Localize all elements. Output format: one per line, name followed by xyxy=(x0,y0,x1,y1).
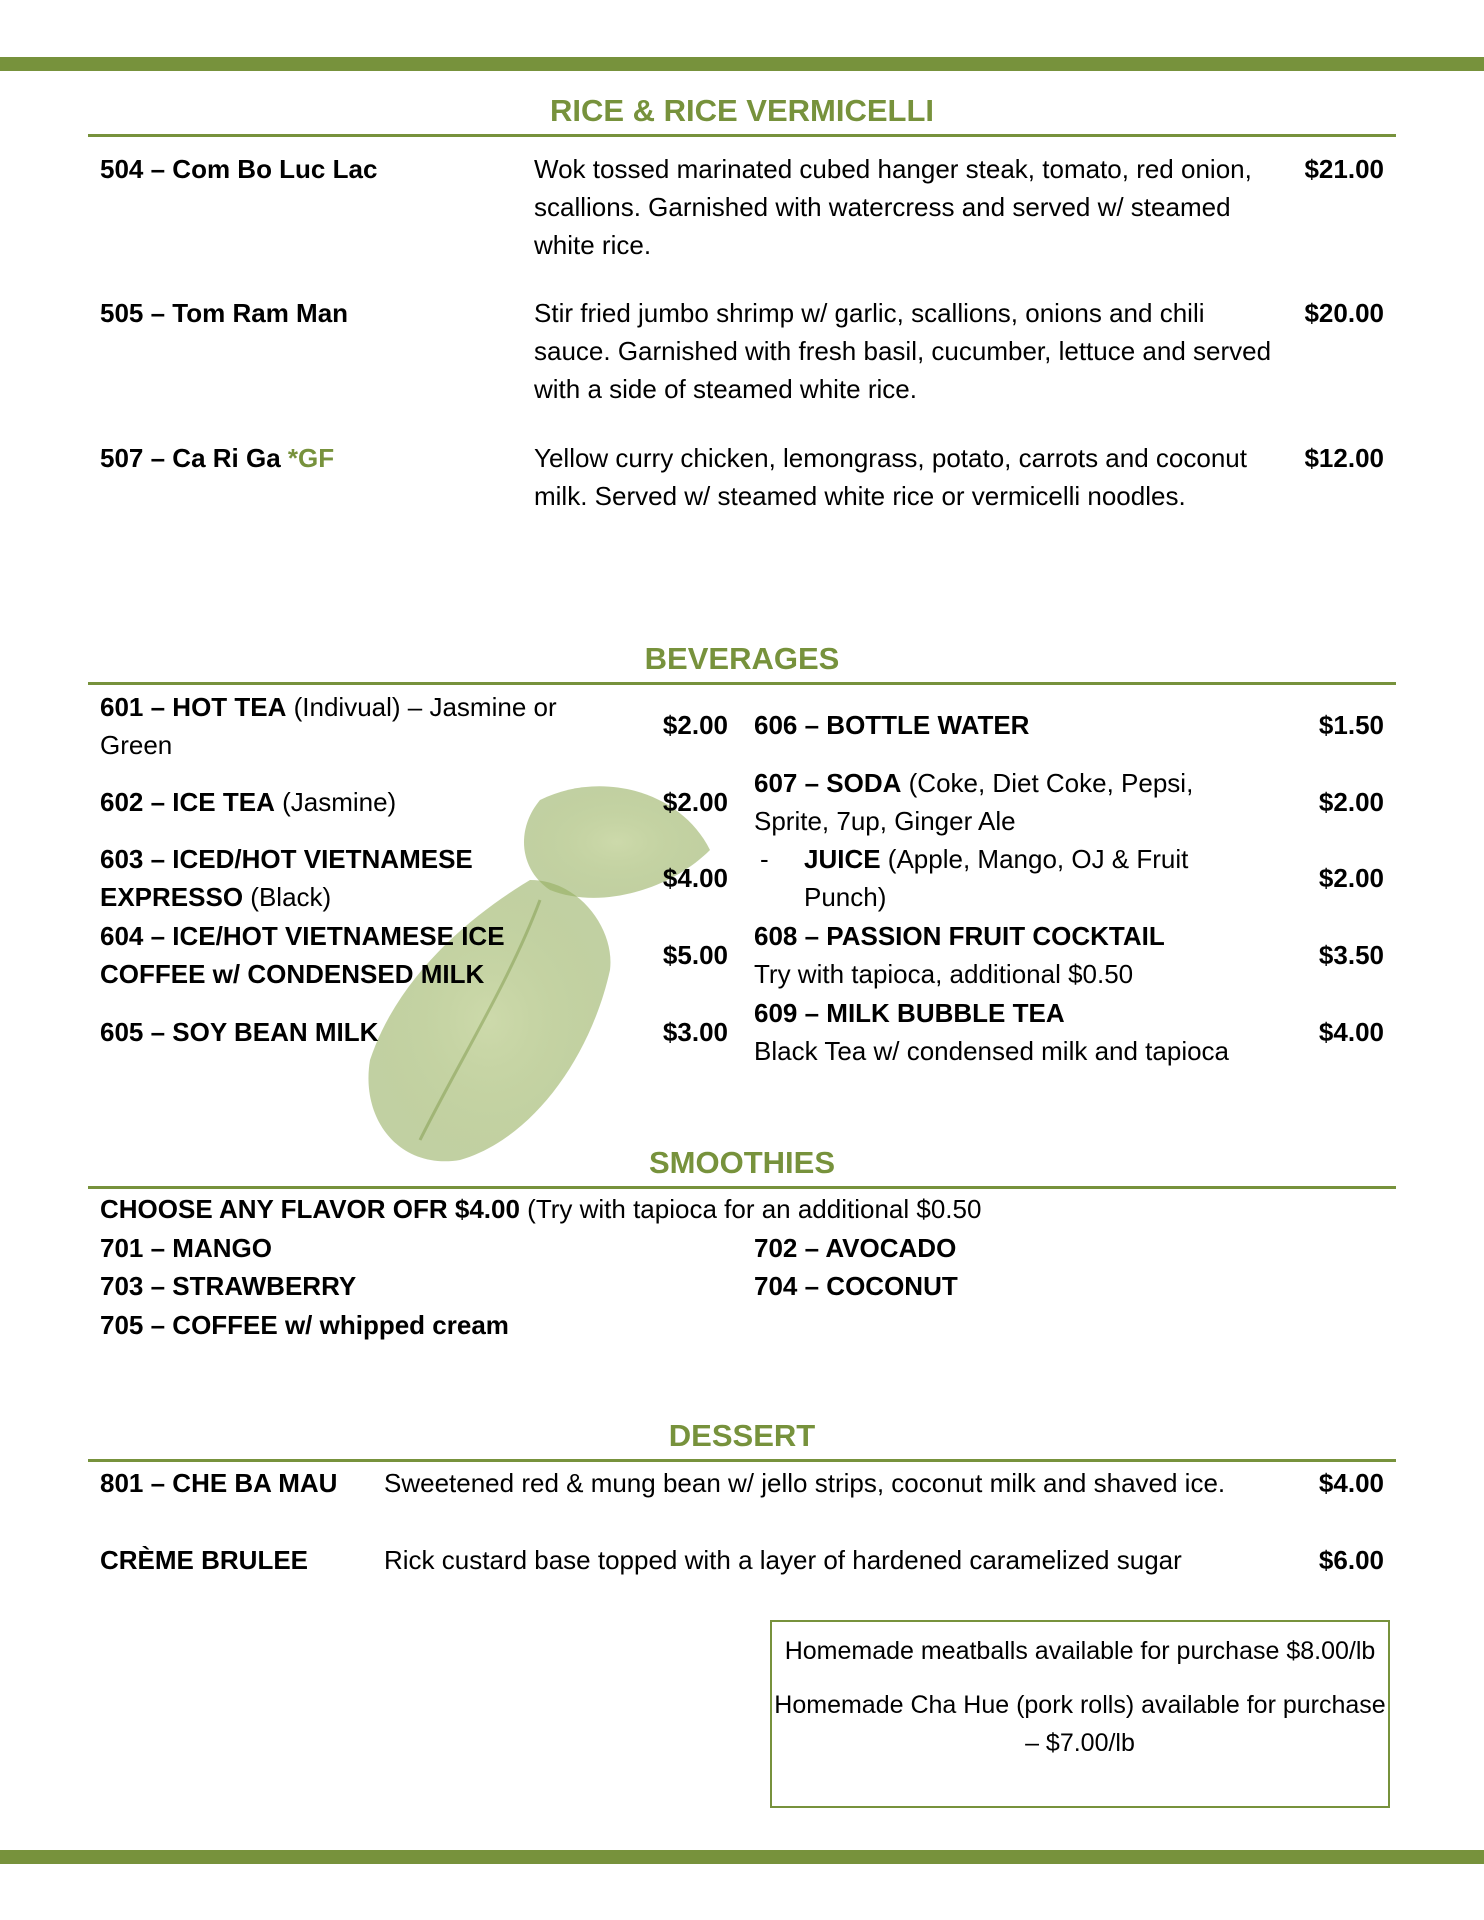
item-note: (Black) xyxy=(243,882,332,912)
item-price: $3.00 xyxy=(662,1017,728,1047)
item-price: $4.00 xyxy=(1318,1017,1384,1047)
item-price: $4.00 xyxy=(662,863,728,893)
section-rule xyxy=(88,682,1396,685)
notice-meatballs: Homemade meatballs available for purchase $8.00/lb xyxy=(784,1637,1376,1665)
item-name: 609 – MILK BUBBLE TEA xyxy=(754,998,1065,1028)
item-name: 608 – PASSION FRUIT COCKTAIL xyxy=(754,921,1165,951)
item-price: $12.00 xyxy=(1304,443,1384,473)
item-name: 601 – HOT TEA xyxy=(100,692,287,722)
section-rule xyxy=(88,134,1396,137)
item-price: $4.00 xyxy=(1318,1468,1384,1498)
item-name: 602 – ICE TEA xyxy=(100,787,275,817)
item-description: Wok tossed marinated cubed hanger steak, tomato, red onion, scallions. Garnished with watercress and served w/ steamed white rice. xyxy=(534,154,1252,260)
smoothies-intro xyxy=(100,1190,1300,1228)
item-name: 603 – ICED/HOT VIETNAMESE EXPRESSO xyxy=(100,844,473,912)
section-title-dessert: DESSERT xyxy=(668,1418,816,1453)
section-title-rice: RICE & RICE VERMICELLI xyxy=(549,93,935,128)
gluten-free-tag: *GF xyxy=(287,443,335,473)
item-name: 504 – Com Bo Luc Lac xyxy=(100,154,378,184)
item-price: $21.00 xyxy=(1304,154,1384,184)
item-name: JUICE xyxy=(804,844,881,874)
section-rule xyxy=(88,1459,1396,1462)
beverage-item xyxy=(100,917,530,993)
beverage-item xyxy=(100,1013,600,1051)
item-price: $6.00 xyxy=(1318,1545,1384,1575)
item-name: 606 – BOTTLE WATER xyxy=(754,710,1030,740)
item-name: 604 – ICE/HOT VIETNAMESE ICE COFFEE w/ CONDENSED MILK xyxy=(100,921,505,989)
beverage-item xyxy=(754,706,1274,744)
item-price: $2.00 xyxy=(662,787,728,817)
beverage-item xyxy=(100,840,530,916)
list-item: 701 – MANGO xyxy=(100,1233,272,1263)
item-note: (Indivual) – Jasmine or Green xyxy=(100,692,557,760)
item-note: Black Tea w/ condensed milk and tapioca xyxy=(754,1036,1230,1066)
notice-cha-hue: Homemade Cha Hue (pork rolls) available for purchase – $7.00/lb xyxy=(774,1691,1386,1757)
item-price: $3.50 xyxy=(1318,940,1384,970)
list-item: 705 – COFFEE w/ whipped cream xyxy=(100,1310,509,1340)
item-note: Try with tapioca, additional $0.50 xyxy=(754,959,1134,989)
smoothies-intro-rest: (Try with tapioca for an additional $0.50 xyxy=(519,1194,982,1224)
item-note: (Apple, Mango, OJ & Fruit Punch) xyxy=(804,844,1189,912)
item-name xyxy=(100,439,334,477)
item-price: $5.00 xyxy=(662,940,728,970)
item-name: 605 – SOY BEAN MILK xyxy=(100,1017,379,1047)
list-item: 702 – AVOCADO xyxy=(754,1233,957,1263)
item-price: $1.50 xyxy=(1318,710,1384,740)
item-note: (Jasmine) xyxy=(274,787,397,817)
item-name-text: 507 – Ca Ri Ga xyxy=(100,443,288,473)
top-band xyxy=(0,57,1484,71)
item-name: 607 – SODA xyxy=(754,768,902,798)
beverage-item xyxy=(804,840,1244,916)
section-title-smoothies: SMOOTHIES xyxy=(648,1145,835,1180)
item-price: $20.00 xyxy=(1304,298,1384,328)
beverage-item xyxy=(100,688,600,764)
beverage-item xyxy=(754,764,1254,840)
item-description: Sweetened red & mung bean w/ jello strips, coconut milk and shaved ice. xyxy=(384,1468,1226,1498)
homemade-notice-box xyxy=(770,1620,1390,1808)
bottom-band xyxy=(0,1850,1484,1864)
item-price: $2.00 xyxy=(1318,787,1384,817)
item-description: Stir fried jumbo shrimp w/ garlic, scallions, onions and chili sauce. Garnished with fresh basil, cucumber, lettuce and served with a side of steamed white rice. xyxy=(534,298,1272,404)
item-name: 801 – CHE BA MAU xyxy=(100,1468,338,1498)
section-title-beverages: BEVERAGES xyxy=(644,641,840,676)
smoothies-intro-bold: CHOOSE ANY FLAVOR OFR $4.00 xyxy=(100,1194,520,1224)
item-description: Yellow curry chicken, lemongrass, potato, carrots and coconut milk. Served w/ steamed white rice or vermicelli noodles. xyxy=(534,443,1247,511)
item-price: $2.00 xyxy=(1318,863,1384,893)
item-description: Rick custard base topped with a layer of hardened caramelized sugar xyxy=(384,1545,1182,1575)
section-rule xyxy=(88,1186,1396,1189)
item-note: (Coke, Diet Coke, Pepsi, Sprite, 7up, Ginger Ale xyxy=(754,768,1194,836)
list-item: 703 – STRAWBERRY xyxy=(100,1271,357,1301)
list-dash: - xyxy=(760,844,769,874)
beverage-item xyxy=(100,783,600,821)
item-name: 505 – Tom Ram Man xyxy=(100,298,349,328)
list-item: 704 – COCONUT xyxy=(754,1271,958,1301)
item-name: CRÈME BRULEE xyxy=(100,1545,309,1575)
item-price: $2.00 xyxy=(662,710,728,740)
